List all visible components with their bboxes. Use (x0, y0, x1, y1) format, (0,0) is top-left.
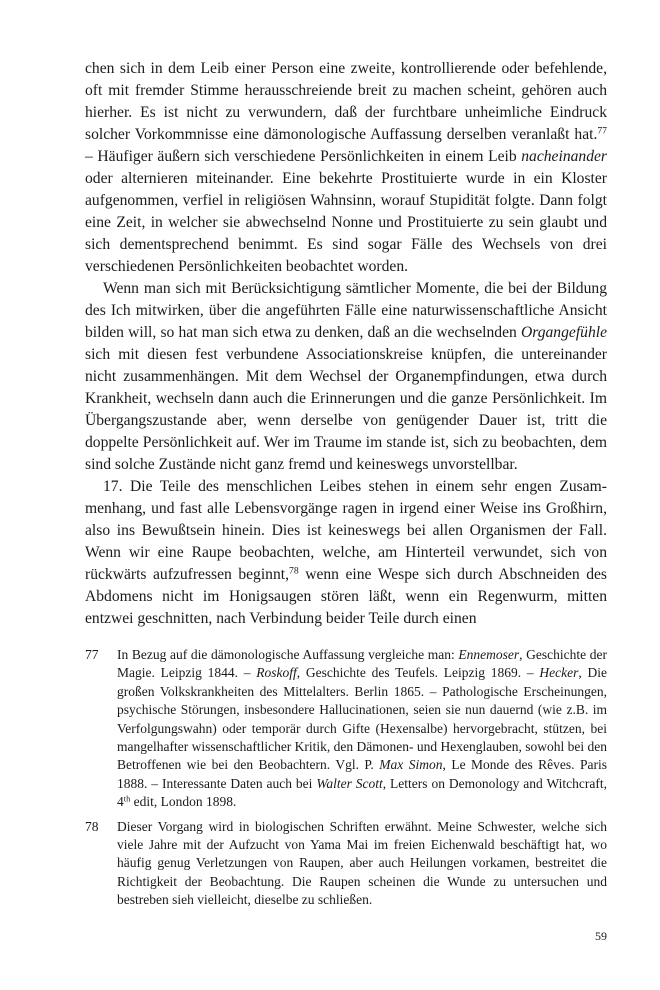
paragraph-2: Wenn man sich mit Berücksichtigung sämtlicher Momente, die bei der Bildung des Ich mitwirken, über die angeführten Fälle eine naturwissenschaftliche Ansicht bilden will, so hat man sich etwa zu denken, daß an die wechselnden Organgefühle sich mit diesen fest verbundene Associationskreise knüpfen, die untereinander nicht zusammenhängen. Mit dem Wechsel der Organempfindungen, etwa durch Krankheit, wechseln dann auch die Erinnerungen und die ganze Persönlichkeit. Im Übergangszustande aber, wenn derselbe von genügender Dauer ist, tritt die doppelte Persönlichkeit auf. Wer im Traume im stande ist, sich zu beobachten, dem sind solche Zustände nicht ganz fremd und keineswegs unvorstellbar. (85, 280, 607, 473)
footnote-text: In Bezug auf die dämonologische Auffassung vergleiche man: Ennemoser, Geschichte der Magie. Leipzig 1844. – Roskoff, Geschichte des Teufels. Leipzig 1869. – Hecker, Die großen Volkskrankheiten des Mittelalters. Berlin 1865. – Pathologische Erscheinungen, psychische Störungen, insbesondere Hallucinationen, seien sie nun dauernd (wie z.B. im Verfolgungswahn) oder temporär durch Gifte (Hexensalbe) hervorgebracht, stützen, bei mangelhafter wissenschaftlicher Kritik, den Dämonen- und Hexenglauben, sowohl bei den Betroffenen wie bei den Beobachtern. Vgl. P. Max Simon, Le Monde des Rêves. Paris 1888. – Interessante Daten auch bei Walter Scott, Letters on Demonology and Witchcraft, 4th edit, London 1898. (117, 647, 607, 810)
paragraph-3: 17. Die Teile des menschlichen Leibes stehen in einem sehr engen Zusammenhang, und fast alle Lebensvorgänge ragen in irgend einer Weise ins Großhirn, also ins Bewußtsein hinein. Dies ist keineswegs bei allen Organismen der Fall. Wenn wir eine Raupe beobachten, welche, am Hinterteil verwundet, sich von rückwärts aufzufressen beginnt,$^{78}$ wenn eine Wespe sich durch Abschneiden des Abdomens nicht im Honigsaugen stören läßt, wenn ein Regenwurm, mitten entzwei geschnitten, nach Verbindung beider Teile durch einen (85, 478, 607, 627)
book-page (85, 58, 607, 916)
footnote-number: 77 (85, 647, 99, 662)
paragraph-1: chen sich in dem Leib einer Person eine zweite, kontrollierende oder befehlende, oft mit fremder Stimme herausschreiende breit zu machen scheint, gehören auch hierher. Es ist nicht zu verwundern, daß der furchtbare unheimliche Eindruck solcher Vorkommnisse eine dämonologische Auffassung derselben veranlaßt hat.$^{77}$ – Häufiger äußern sich verschiedene Persönlichkeiten in einem Leib nacheinander oder alternieren miteinander. Eine bekehrte Prostituierte wurde in ein Kloster aufgenommen, verfiel in religiösen Wahnsinn, worauf Stupidität folgte. Dann folgt eine Zeit, in welcher sie abwechselnd Nonne und Prostituierte zu sein glaubt und sich dementsprechend benimmt. Es sind sogar Fälle des Wechsels von drei verschiedenen Persönlichkeiten beobachtet worden. (85, 60, 607, 275)
footnote-ref-78[interactable]: 78 (289, 565, 299, 577)
footnote-77 (85, 646, 607, 812)
page-number: 59 (595, 929, 607, 943)
footnote-78 (85, 818, 607, 910)
footnote-number: 78 (85, 818, 99, 834)
footnotes (85, 646, 607, 910)
footnote-text: Dieser Vorgang wird in biologischen Schriften erwähnt. Meine Schwester, welche sich viele Jahre mit der Aufzucht von Yama Mai im freien Eichenwald beschäftigt hat, wo häufig genug Verletzungen von Raupen, aber auch Heilungen vorkamen, bestreitet die Richtigkeit der Beobachtung. Die Raupen scheinen die Wunde zu untersuchen und bestreben sieh vielleicht, dieselbe zu schließen. (117, 818, 607, 908)
footnote-ref-77[interactable]: 77 (597, 125, 607, 137)
main-text (85, 58, 607, 630)
